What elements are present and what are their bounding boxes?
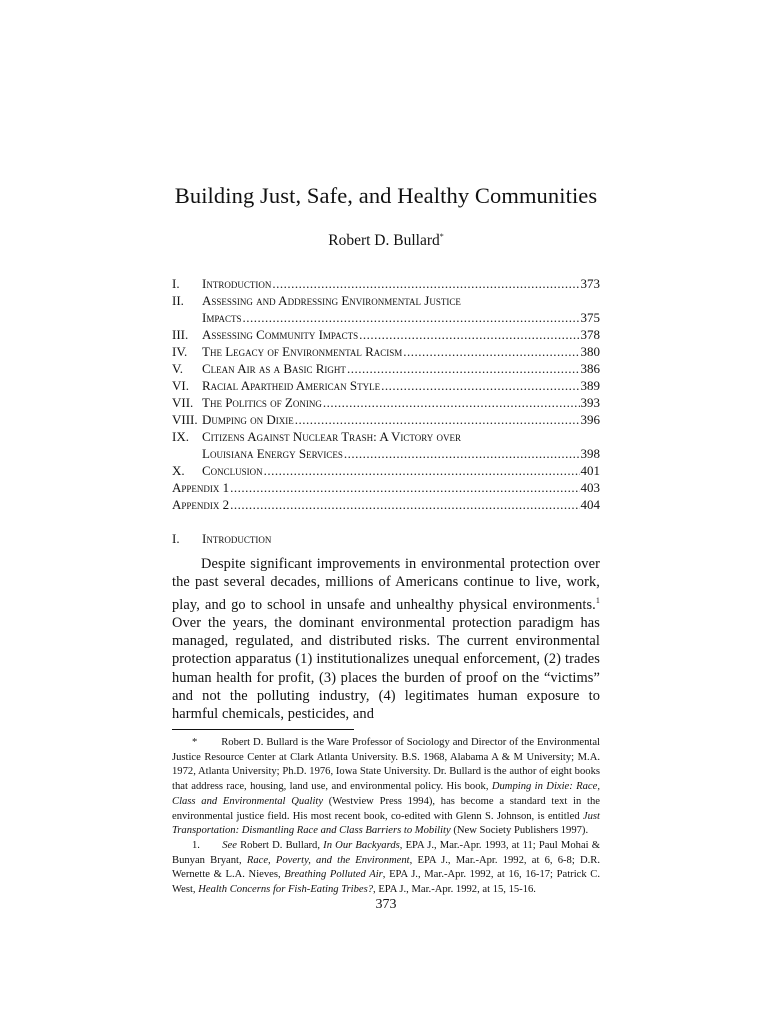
footnote-author (172, 736, 600, 839)
article-citation: Breathing Polluted Air (284, 869, 383, 881)
book-title: Dumping in Dixie: Race, Class and Environmental Quality (172, 781, 600, 807)
footnote-1 (172, 839, 600, 898)
toc-number: VI. (172, 378, 189, 393)
toc-entry (172, 309, 600, 326)
book-title: Just Transportation: Dismantling Race and Class Barriers to Mobility (172, 810, 600, 837)
paragraph-text-2: Over the years, the dominant environmental protection paradigm has managed, regulated, and distributed risks. The current environmental protection apparatus (1) institutionalizes unequal enforcement, (2) trades human health for profit, (3) places the burden of proof on the “victims” and not the polluting industry, (4) legitimates human exposure to harmful chemicals, pesticides, and (172, 614, 600, 723)
toc-entry (172, 275, 600, 292)
toc-leader (359, 326, 579, 343)
toc-number: V. (172, 361, 183, 376)
toc-page: 401 (580, 463, 600, 478)
signal-word: See (222, 839, 237, 851)
toc-page: 398 (580, 446, 600, 461)
toc-number: VIII. (172, 412, 198, 427)
toc-entry (172, 292, 600, 309)
toc-number: III. (172, 327, 189, 342)
toc-page: 386 (580, 361, 600, 376)
toc-title: Citizens Against Nuclear Trash: A Victory over (202, 429, 461, 444)
toc-title: Dumping on Dixie (202, 412, 294, 427)
toc-title: Assessing Community Impacts (202, 327, 359, 342)
toc-leader (323, 394, 580, 411)
author-name: Robert D. Bullard (328, 232, 440, 249)
toc-page: 375 (580, 310, 600, 325)
paragraph-text-1: Despite significant improvements in environmental protection over the past several decades, millions of Americans continue to live, work, play, and go to school in unsafe and unhealthy physical environments. (172, 556, 600, 613)
footnote-text: (New Society Publishers 1997). (450, 825, 589, 837)
section-number: I. (172, 531, 180, 546)
footnote-mark: * (192, 737, 198, 748)
toc-number: IX. (172, 429, 189, 444)
toc-entry (172, 377, 600, 394)
toc-leader (243, 309, 580, 326)
section-heading (172, 531, 271, 547)
footnote-text: Robert D. Bullard, (236, 839, 324, 851)
author-footnote-mark: * (439, 232, 444, 241)
toc-title: Appendix 1 (172, 480, 230, 495)
footnote-text: , EPA J., Mar.-Apr. 1992, at 16, 16-17; Patrick C. West, (172, 869, 601, 896)
toc-page: 378 (580, 327, 600, 342)
toc-entry (172, 428, 600, 445)
toc-number: I. (172, 276, 180, 291)
footnote-text: , EPA J., Mar.-Apr. 1992, at 6, 6-8; D.R. Wernette & L.A. Nieves, (172, 854, 601, 881)
toc-leader (344, 445, 580, 462)
toc-number: IV. (172, 344, 188, 359)
toc-title: Impacts (202, 310, 242, 325)
footnote-number: 1. (192, 839, 200, 851)
toc-title: The Politics of Zoning (202, 395, 322, 410)
toc-page: 393 (580, 395, 600, 410)
toc-entry (172, 479, 600, 496)
toc-number: II. (172, 293, 184, 308)
toc-title: Appendix 2 (172, 497, 230, 512)
toc-leader (295, 411, 580, 428)
toc-page: 373 (580, 276, 600, 291)
toc-leader (272, 275, 579, 292)
page-number: 373 (375, 897, 397, 912)
toc-title: Louisiana Energy Services (202, 446, 343, 461)
toc-entry (172, 326, 600, 343)
table-of-contents (172, 275, 600, 513)
toc-page: 403 (580, 480, 600, 495)
footnote-text: , EPA J., Mar.-Apr. 1993, at 11; Paul Mohai & Bunyan Bryant, (172, 839, 601, 866)
toc-number: X. (172, 463, 185, 478)
toc-title: Racial Apartheid American Style (202, 378, 381, 393)
toc-page: 389 (580, 378, 600, 393)
toc-entry (172, 411, 600, 428)
footnote-text: , EPA J., Mar.-Apr. 1992, at 15, 15-16. (373, 884, 536, 896)
toc-leader (347, 360, 580, 377)
article-citation: Race, Poverty, and the Environment (246, 854, 410, 866)
toc-title: Introduction (202, 276, 272, 291)
footnote-text: Robert D. Bullard is the Ware Professor of Sociology and Director of the Environmental Justice Resource Center at Clark Atlanta University. B.S. 1968, Alabama A & M University; M.A. 1972, Atlanta University; Ph.D. 1976, Iowa State University. Dr. Bullard is the author of eight books that address race, housing, land use, and environmental policy. His book, (172, 737, 601, 793)
toc-entry (172, 496, 600, 513)
footnote-reference: 1 (595, 595, 600, 605)
article-title: Building Just, Safe, and Healthy Communities (174, 183, 598, 208)
toc-page: 404 (580, 497, 600, 512)
toc-entry (172, 394, 600, 411)
toc-title: Assessing and Addressing Environmental Justice (202, 293, 461, 308)
toc-leader (381, 377, 579, 394)
toc-number: VII. (172, 395, 194, 410)
toc-leader (230, 496, 579, 513)
article-citation: In Our Backyards (323, 839, 400, 851)
toc-page: 380 (580, 344, 600, 359)
toc-entry (172, 445, 600, 462)
toc-leader (264, 462, 580, 479)
author-line (172, 232, 600, 250)
toc-title: Clean Air as a Basic Right (202, 361, 346, 376)
body-paragraph (172, 555, 600, 724)
toc-title: Conclusion (202, 463, 263, 478)
article-citation: Health Concerns for Fish-Eating Tribes? (198, 884, 374, 896)
footnote-divider (172, 729, 354, 730)
footnotes (172, 736, 600, 898)
section-title: Introduction (202, 531, 272, 546)
toc-entry (172, 360, 600, 377)
toc-entry (172, 343, 600, 360)
toc-title: The Legacy of Environmental Racism (202, 344, 403, 359)
toc-page: 396 (580, 412, 600, 427)
toc-leader (403, 343, 579, 360)
toc-entry (172, 462, 600, 479)
footnote-text: (Westview Press 1994), has become a standard text in the environmental justice field. His most recent book, co-edited with Glenn S. Johnson, is entitled (172, 795, 600, 822)
document-page (172, 0, 600, 1024)
toc-leader (230, 479, 579, 496)
